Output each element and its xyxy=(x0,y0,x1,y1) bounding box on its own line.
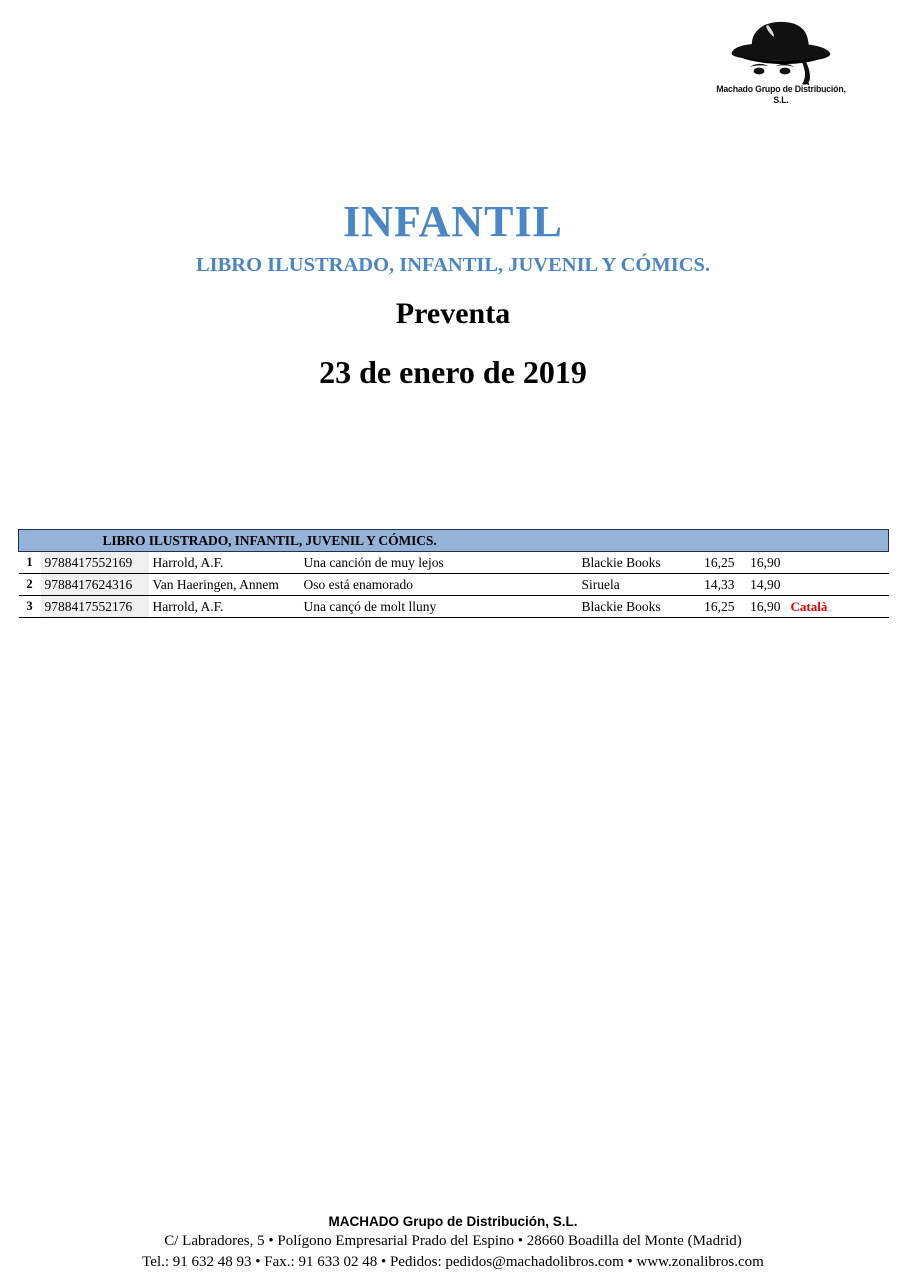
table-category-header-label: LIBRO ILUSTRADO, INFANTIL, JUVENIL Y CÓMICS. xyxy=(102,532,437,548)
row-price-pvp: 16,90 xyxy=(737,552,783,574)
row-isbn: 9788417552169 xyxy=(41,552,149,574)
row-number: 1 xyxy=(19,552,41,574)
table-category-header xyxy=(19,530,889,552)
table-category-header-row xyxy=(19,530,889,552)
footer-company-name: MACHADO Grupo de Distribución, S.L. xyxy=(328,1214,578,1229)
row-author: Van Haeringen, Annem xyxy=(149,574,301,596)
company-logo xyxy=(706,14,856,104)
row-publisher: Blackie Books xyxy=(579,552,691,574)
row-price-pvp: 16,90 xyxy=(737,596,783,618)
table-row[interactable] xyxy=(19,552,889,574)
row-author: Harrold, A.F. xyxy=(149,596,301,618)
footer-address: C/ Labradores, 5 • Polígono Empresarial Prado del Espino • 28660 Boadilla del Monte (Madrid) xyxy=(164,1233,742,1249)
row-language xyxy=(783,552,889,574)
footer-contact: Tel.: 91 632 48 93 • Fax.: 91 633 02 48 • Pedidos: pedidos@machadolibros.com • www.zonalibros.com xyxy=(142,1254,764,1270)
row-title: Una cançó de molt lluny xyxy=(301,596,579,618)
row-language xyxy=(783,574,889,596)
row-isbn: 9788417552176 xyxy=(41,596,149,618)
row-publisher: Blackie Books xyxy=(579,596,691,618)
page-title: INFANTIL xyxy=(343,197,563,246)
fedora-face-icon xyxy=(706,14,856,86)
table-row[interactable] xyxy=(19,596,889,618)
row-number: 3 xyxy=(19,596,41,618)
row-language: Català xyxy=(783,596,889,618)
row-author: Harrold, A.F. xyxy=(149,552,301,574)
row-price-net: 16,25 xyxy=(691,596,737,618)
preventa-date: 23 de enero de 2019 xyxy=(319,354,587,390)
table-row[interactable] xyxy=(19,574,889,596)
row-publisher: Siruela xyxy=(579,574,691,596)
book-list-table xyxy=(18,529,888,618)
row-isbn: 9788417624316 xyxy=(41,574,149,596)
preventa-label: Preventa xyxy=(395,297,511,330)
row-number: 2 xyxy=(19,574,41,596)
row-price-net: 16,25 xyxy=(691,552,737,574)
page-footer xyxy=(0,1212,906,1273)
document-header xyxy=(0,196,906,394)
row-price-pvp: 14,90 xyxy=(737,574,783,596)
row-title: Una canción de muy lejos xyxy=(301,552,579,574)
page-subtitle: LIBRO ILUSTRADO, INFANTIL, JUVENIL Y CÓMICS. xyxy=(195,254,711,276)
row-price-net: 14,33 xyxy=(691,574,737,596)
logo-caption: Machado Grupo de Distribución, S.L. xyxy=(716,84,846,106)
row-title: Oso está enamorado xyxy=(301,574,579,596)
